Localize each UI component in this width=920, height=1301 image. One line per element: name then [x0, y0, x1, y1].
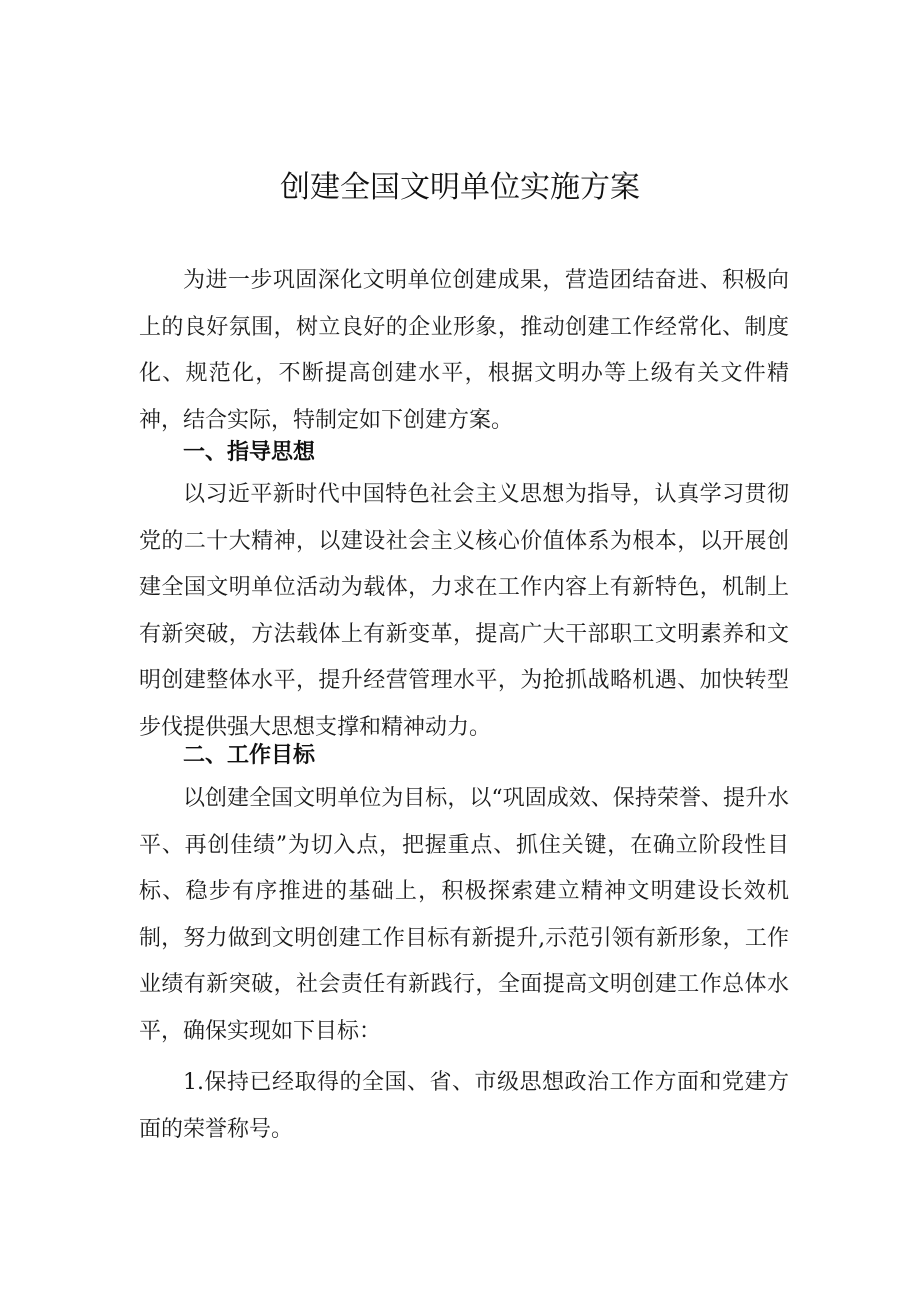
section-heading-work-goals: 二、工作目标: [183, 743, 316, 768]
section-heading-guiding-ideology: 一、指导思想: [183, 440, 316, 465]
guiding-ideology-paragraph: 以习近平新时代中国特色社会主义思想为指导，认真学习贯彻党的二十大精神，以建设社会主义核心价值体系为根本，以开展创建全国文明单位活动为载体，力求在工作内容上有新特色，机制上有新突破，方法载体上有新变革，提高广大干部职工文明素养和文明创建整体水平，提升经营管理水平，为抢抓战略机遇、加快转型步伐提供强大思想支撑和精神动力。: [139, 482, 789, 740]
work-goals-paragraph: 以创建全国文明单位为目标，以“巩固成效、保持荣誉、提升水平、再创佳绩”为切入点，把握重点、抓住关键，在确立阶段性目标、稳步有序推进的基础上，积极探索建立精神文明建设长效机制，努力做到文明创建工作目标有新提升,示范引领有新形象，工作业绩有新突破，社会责任有新践行，全面提高文明创建工作总体水平，确保实现如下目标：: [139, 786, 789, 1044]
intro-paragraph: 为进一步巩固深化文明单位创建成果，营造团结奋进、积极向上的良好氛围，树立良好的企业形象，推动创建工作经常化、制度化、规范化，不断提高创建水平，根据文明办等上级有关文件精神，结合实际，特制定如下创建方案。: [139, 268, 789, 433]
goal-item-1: 1.保持已经取得的全国、省、市级思想政治工作方面和党建方面的荣誉称号。: [139, 1070, 789, 1142]
document-title: 创建全国文明单位实施方案: [280, 170, 640, 205]
